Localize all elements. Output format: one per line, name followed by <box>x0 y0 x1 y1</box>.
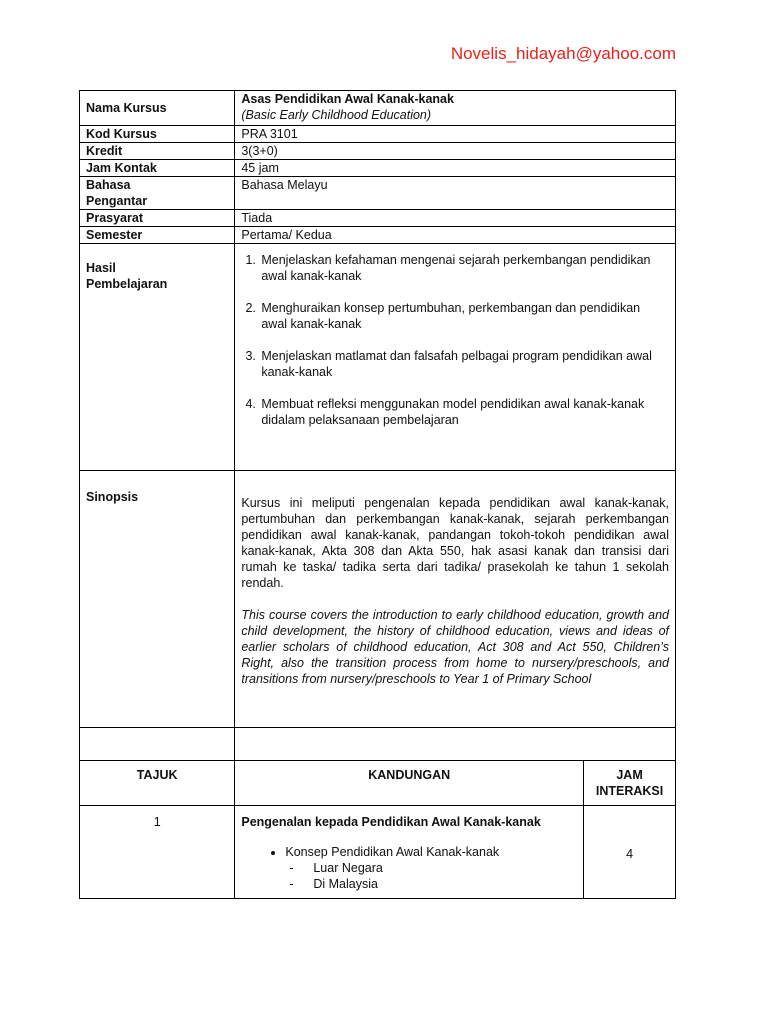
topic-subitem: - Luar Negara <box>313 860 577 876</box>
topic-subitems <box>285 860 577 892</box>
col-header-jam-line2: INTERAKSI <box>595 784 664 798</box>
topic-bullet-text: Konsep Pendidikan Awal Kanak-kanak <box>285 845 500 859</box>
label-bahasa-line2: Pengantar <box>86 194 148 208</box>
row-topic-1 <box>80 806 676 899</box>
label-bahasa-pengantar <box>80 177 235 210</box>
row-syllabus-header <box>80 761 676 806</box>
row-jam-kontak <box>80 160 676 177</box>
row-bahasa-pengantar <box>80 177 676 210</box>
value-jam-kontak: 45 jam <box>235 160 676 177</box>
row-empty-spacer <box>80 728 676 761</box>
topic-bullet-item <box>285 844 577 892</box>
learning-outcome-item: 4. Membuat refleksi menggunakan model pendidikan awal kanak-kanak didalam pelaksanaan pembelajaran <box>259 396 669 428</box>
label-semester: Semester <box>80 227 235 244</box>
label-hasil-line2: Pembelajaran <box>86 277 168 291</box>
col-header-kandungan: KANDUNGAN <box>235 761 584 806</box>
course-info-table <box>79 90 676 899</box>
topic-jam-interaksi: 4 <box>584 806 676 899</box>
value-prasyarat: Tiada <box>235 210 676 227</box>
label-kod-kursus: Kod Kursus <box>80 126 235 143</box>
topic-bullets <box>241 844 577 892</box>
topic-number: 1 <box>80 806 235 899</box>
col-header-jam-line1: JAM <box>616 768 643 782</box>
label-sinopsis: Sinopsis <box>80 471 235 728</box>
row-sinopsis <box>80 471 676 728</box>
learning-outcome-item: 2. Menghuraikan konsep pertumbuhan, perkembangan dan pendidikan awal kanak-kanak <box>259 300 669 332</box>
col-header-tajuk: TAJUK <box>80 761 235 806</box>
value-semester: Pertama/ Kedua <box>235 227 676 244</box>
topic-title: Pengenalan kepada Pendidikan Awal Kanak-kanak <box>241 815 541 829</box>
course-title: Asas Pendidikan Awal Kanak-kanak <box>241 92 454 106</box>
topic-content <box>235 806 584 899</box>
value-hasil-pembelajaran <box>235 244 676 471</box>
value-nama-kursus <box>235 91 676 126</box>
row-semester <box>80 227 676 244</box>
label-kredit: Kredit <box>80 143 235 160</box>
label-hasil-line1: Hasil <box>86 261 116 275</box>
value-bahasa-pengantar: Bahasa Melayu <box>235 177 676 210</box>
synopsis-malay: Kursus ini meliputi pengenalan kepada pendidikan awal kanak-kanak, pertumbuhan dan perkembangan kanak-kanak, sejarah perkembangan pendidikan awal kanak-kanak, pandangan tokoh-tokoh pendidikan awal kanak-kanak, Akta 308 dan Akta 550, hak asasi kanak dan transisi dari rumah ke taska/ tadika serta dari tadika/ prasekolah ke tahun 1 sekolah rendah. <box>241 496 669 590</box>
row-kredit <box>80 143 676 160</box>
empty-cell <box>80 728 235 761</box>
label-hasil-pembelajaran <box>80 244 235 471</box>
value-kredit: 3(3+0) <box>235 143 676 160</box>
col-header-jam-interaksi <box>584 761 676 806</box>
learning-outcomes-list <box>241 252 669 428</box>
row-prasyarat <box>80 210 676 227</box>
row-hasil-pembelajaran <box>80 244 676 471</box>
value-kod-kursus: PRA 3101 <box>235 126 676 143</box>
learning-outcome-item: 3. Menjelaskan matlamat dan falsafah pelbagai program pendidikan awal kanak-kanak <box>259 348 669 380</box>
empty-cell <box>235 728 676 761</box>
value-sinopsis <box>235 471 676 728</box>
label-prasyarat: Prasyarat <box>80 210 235 227</box>
course-title-en: (Basic Early Childhood Education) <box>241 108 432 122</box>
row-kod-kursus <box>80 126 676 143</box>
author-email: Novelis_hidayah@yahoo.com <box>450 44 676 63</box>
label-nama-kursus: Nama Kursus <box>80 91 235 126</box>
label-bahasa-line1: Bahasa <box>86 178 131 192</box>
learning-outcome-item: 1. Menjelaskan kefahaman mengenai sejarah perkembangan pendidikan awal kanak-kanak <box>259 252 669 284</box>
row-nama-kursus <box>80 91 676 126</box>
topic-subitem: - Di Malaysia <box>313 876 577 892</box>
label-jam-kontak: Jam Kontak <box>80 160 235 177</box>
synopsis-english: This course covers the introduction to early childhood education, growth and child development, the history of childhood education, views and ideas of earlier scholars of childhood education, Act 308 and Act 550, Children’s Right, also the transition process from home to nursery/preschools, and transitions from nursery/preschools to Year 1 of Primary School <box>241 608 669 686</box>
